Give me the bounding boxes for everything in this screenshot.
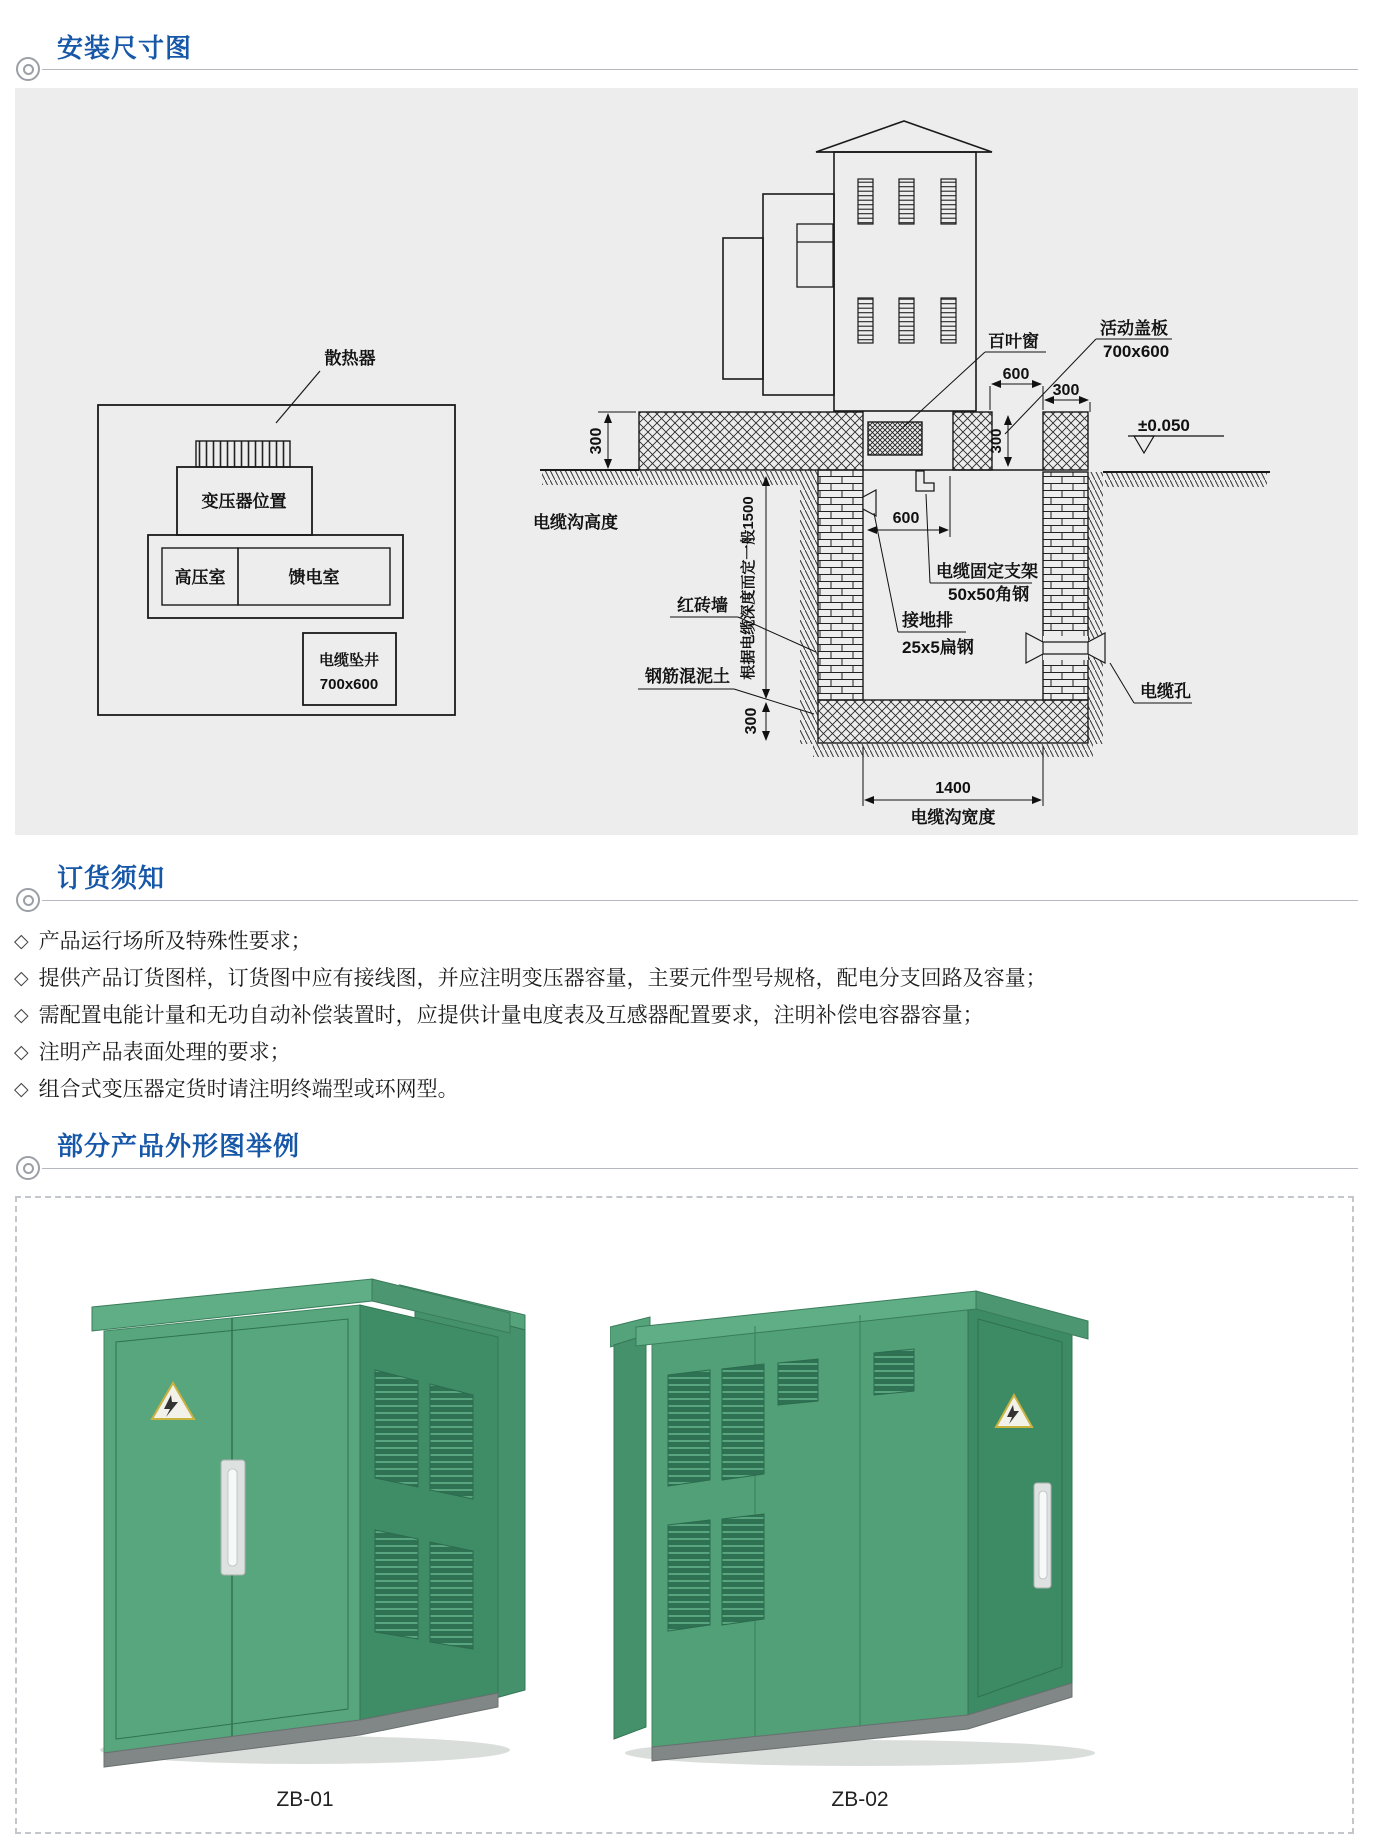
installation-diagram <box>15 88 1358 835</box>
side-face <box>360 1305 498 1720</box>
cover-plate-size: 700x600 <box>1103 342 1170 361</box>
product-photo-zb-01 <box>80 1215 530 1775</box>
cable-well-size: 700x600 <box>319 676 379 693</box>
angle-bracket <box>916 471 934 491</box>
level-symbol-icon <box>1134 436 1154 453</box>
radiator-fins <box>196 441 290 467</box>
bracket-spec: 50x50角钢 <box>948 585 1030 604</box>
ordering-item-text: 提供产品订货图样，订货图中应有接线图，并应注明变压器容量，主要元件型号规格，配电分支回路及容量； <box>38 967 1047 990</box>
concrete-label: 钢筋混泥土 <box>645 667 730 686</box>
section-divider <box>42 900 1358 901</box>
installation-diagram-panel <box>15 88 1358 835</box>
diamond-bullet-icon: ◇ <box>14 1079 29 1100</box>
cable-hole-flange-inner <box>1026 633 1043 663</box>
ordering-item-text: 需配置电能计量和无功自动补偿装置时，应提供计量电度表及互感器配置要求，注明补偿电容器容量； <box>38 1004 984 1027</box>
product-label: ZB-02 <box>831 1788 889 1811</box>
hv-room-label: 高压室 <box>174 568 226 587</box>
cabinet-elevation <box>723 121 992 411</box>
page-title-examples: 部分产品外形图举例 <box>57 1131 301 1161</box>
brick-wall-label: 红砖墙 <box>677 596 728 615</box>
louver-opening <box>868 422 922 455</box>
page-title-ordering: 订货须知 <box>57 863 166 893</box>
trench-width-label: 电缆沟宽度 <box>910 808 996 827</box>
cabinet-vents <box>858 179 956 343</box>
cover-plate-label: 活动盖板 <box>1100 319 1168 338</box>
ground-bar-label: 接地排 <box>902 611 953 630</box>
dim-slab-300: 300 <box>588 427 605 455</box>
dim-inner-600: 600 <box>892 510 920 527</box>
ordering-item-text: 注明产品表面处理的要求； <box>38 1041 291 1064</box>
callouts <box>533 318 1224 714</box>
depth-note: 根据电缆深度而定一般1500 <box>740 496 757 680</box>
feeder-room-label: 馈电室 <box>288 568 340 587</box>
section-divider <box>42 69 1358 70</box>
bracket-label: 电缆固定支架 <box>936 562 1038 581</box>
ground-bar-spec: 25x5扁钢 <box>902 638 974 657</box>
diamond-bullet-icon: ◇ <box>14 1042 29 1063</box>
dim-floor-300: 300 <box>743 707 760 735</box>
trench-section <box>540 412 1270 757</box>
ordering-item <box>14 925 312 955</box>
ordering-item-text: 组合式变压器定货时请注明终端型或环网型。 <box>38 1078 459 1101</box>
louver-label: 百叶窗 <box>988 332 1039 351</box>
background-cabinet <box>610 1317 650 1739</box>
main-cabinet <box>636 1291 1088 1761</box>
door-handle <box>228 1469 237 1566</box>
plan-view-diagram <box>98 348 455 715</box>
diamond-bullet-icon: ◇ <box>14 931 29 952</box>
dim-top-600: 600 <box>1002 366 1030 383</box>
radiator-label: 散热器 <box>324 349 376 368</box>
dim-top-300: 300 <box>1052 382 1080 399</box>
diamond-bullet-icon: ◇ <box>14 968 29 989</box>
diamond-bullet-icon: ◇ <box>14 1005 29 1026</box>
trench-height-label: 电缆沟高度 <box>533 513 618 532</box>
concrete-slab <box>639 412 863 470</box>
level-mark-label: ±0.050 <box>1138 416 1190 435</box>
brick-wall-left <box>818 470 863 700</box>
page-title-installation: 安装尺寸图 <box>57 33 193 63</box>
section-ring-icon <box>16 1156 40 1180</box>
ordering-item-text: 产品运行场所及特殊性要求； <box>38 930 312 953</box>
product-photo-zb-02 <box>610 1215 1110 1775</box>
dim-cover-300: 300 <box>988 428 1005 454</box>
door-handle <box>1039 1491 1047 1579</box>
ordering-item <box>14 962 1047 992</box>
end-face <box>968 1303 1072 1715</box>
cable-hole-label: 电缆孔 <box>1140 682 1191 701</box>
brick-wall-right <box>1043 472 1088 700</box>
ordering-item <box>14 999 984 1029</box>
dim-width-1400: 1400 <box>935 780 971 797</box>
section-ring-icon <box>16 57 40 81</box>
concrete-floor <box>818 700 1088 743</box>
ordering-item <box>14 1036 291 1066</box>
product-label: ZB-01 <box>276 1788 334 1811</box>
main-cabinet <box>92 1279 510 1767</box>
section-divider <box>42 1168 1358 1169</box>
section-ring-icon <box>16 888 40 912</box>
cable-well-label: 电缆坠井 <box>318 652 380 669</box>
ordering-item <box>14 1073 459 1103</box>
transformer-position-label: 变压器位置 <box>201 492 287 511</box>
